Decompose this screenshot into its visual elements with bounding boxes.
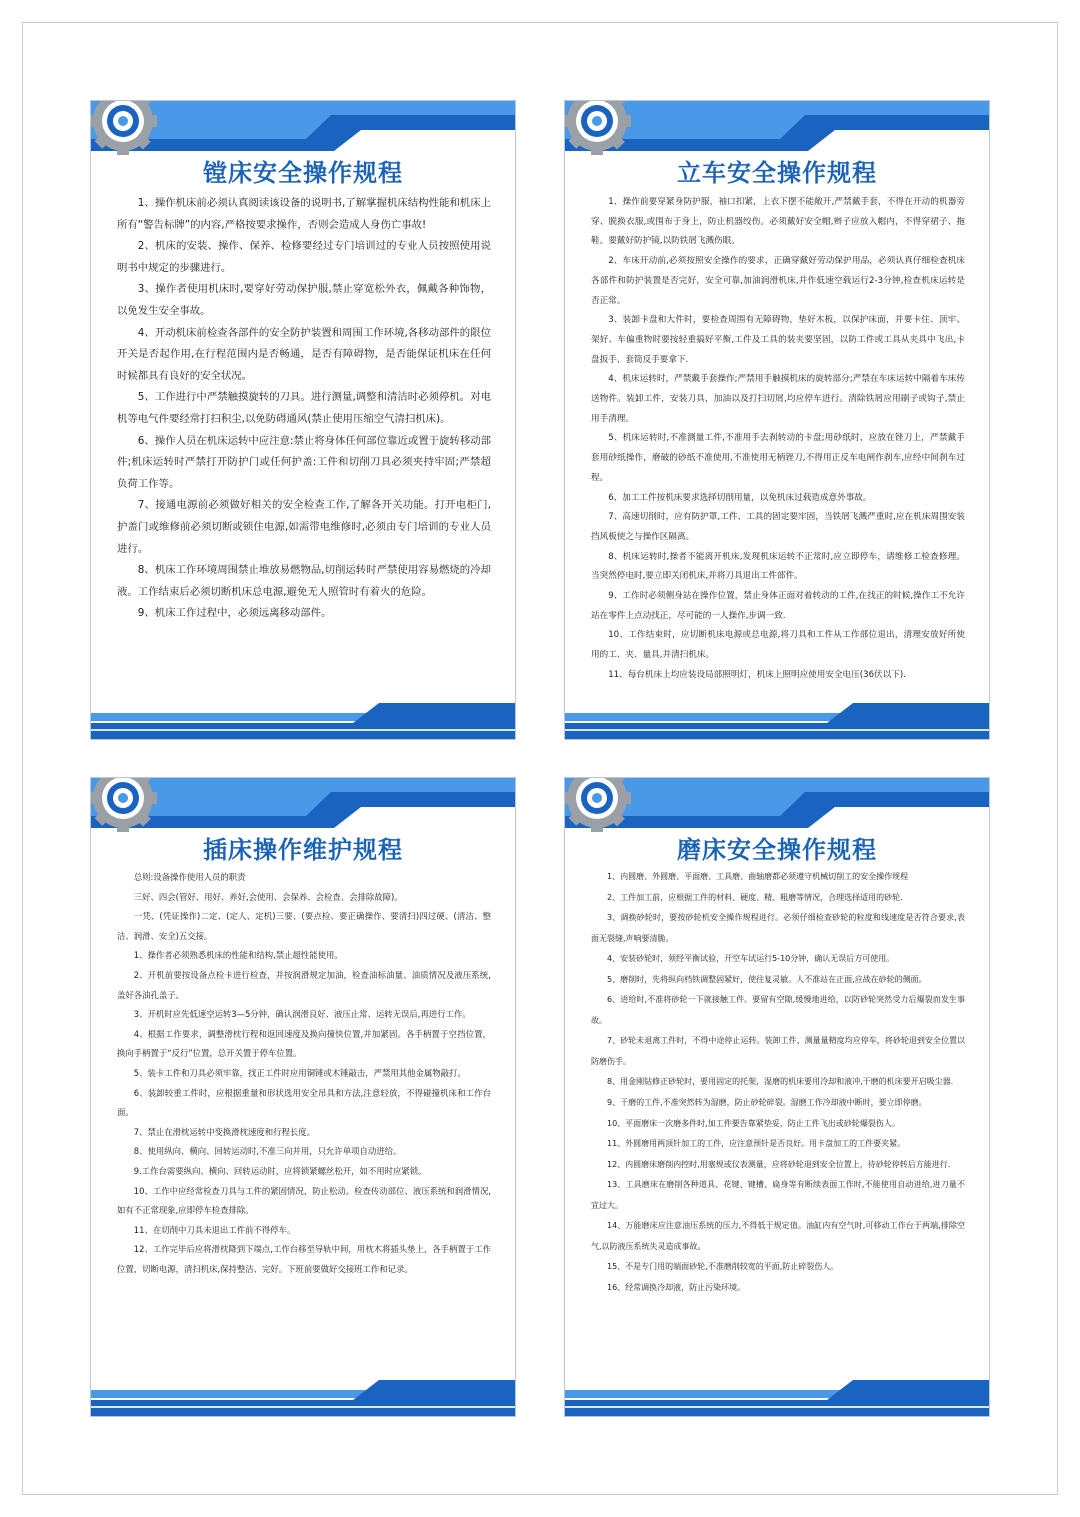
rule-paragraph: 2、机床的安装、操作、保养、检修要经过专门培训过的专业人员按照使用说明书中规定的步骤进行。	[117, 240, 491, 274]
poster-vertical-lathe	[564, 100, 990, 740]
poster-title: 插床操作维护规程	[203, 836, 403, 864]
rule-paragraph: 4、安装砂轮时，须经平衡试验，开空车试运行5-10分钟，确认无误后方可使用。	[607, 954, 895, 964]
poster-header-banner	[565, 778, 990, 838]
footer-light-band	[91, 1390, 367, 1398]
rule-paragraph: 5、磨削时，先将纵向档铁调整固紧好，使往复灵敏。人不准站在正面,应战在砂轮的侧面。	[607, 974, 927, 984]
rule-paragraph: 一凭、(凭证操作)二定、(定人、定机)三要、(要点检、要正确操作、要清扫)四过硬、(清洁、整洁、润滑、安全)五交接。	[117, 911, 491, 941]
rule-paragraph: 10、工作中应经常检查刀具与工件的紧固情况，防止松动。检查传动部位、液压系统和润滑情况,如有不正常现象,应即停车检查排除。	[117, 1185, 491, 1216]
rule-paragraph: 3、装卸卡盘和大件时，要检查周围有无障碍物，垫好木板，以保护床面，并要卡住、顶牢、架好、车偏重物时要按轻重搞好平衡,工件及工具的装夹要坚固，以防工件或工具从夹具中飞出,卡盘扳手、套筒反手要拿下.	[591, 315, 965, 365]
poster-footer-banner	[565, 1380, 990, 1416]
poster-body	[591, 193, 965, 686]
rule-paragraph: 5、机床运转时,不准测量工件,不准用手去刹转动的卡盘;用砂纸时，应放在锉刀上，严禁戴手套用砂纸操作，磨破的砂纸不准使用,不准使用无柄锉刀,不得用正反车电闸作刹车,应经中间刹车过程。	[591, 433, 965, 483]
rule-paragraph: 9、机床工作过程中，必须远离移动部件。	[137, 607, 332, 620]
rule-paragraph: 4、根据工作要求，调整滑枕行程和返回速度及换向撞快位置,并加紧固。各手柄置于空挡位置，换向手柄置于“反行”位置，总开关置于停车位置。	[117, 1028, 491, 1059]
rule-paragraph: 6、加工工件按机床要求选择切削用量，以免机床过载造成意外事故。	[608, 492, 872, 503]
poster-header-banner	[91, 778, 516, 838]
rule-paragraph: 15、不是专门用的端面砂轮,不准磨削较宽的平面,防止碎裂伤人。	[607, 1262, 839, 1272]
poster-title: 立车安全操作规程	[677, 159, 877, 187]
rule-paragraph: 三好、四会(管好、用好、养好,会使用、会保养、会检查、会排除故障)。	[133, 891, 403, 902]
rule-paragraph: 1、操作机床前必须认真阅读该设备的说明书,了解掌握机床结构性能和机床上所有“警告标牌”的内容,严格按要求操作，否则会造成人身伤亡事故!	[117, 197, 491, 231]
rule-paragraph: 1、内圆磨、外圆磨、平面磨、工具磨、曲轴磨都必须遵守机械切削工的安全操作规程	[607, 872, 909, 881]
rule-paragraph: 总则:设备操作使用人员的职责	[133, 872, 246, 882]
rule-paragraph: 7、高速切削时，应有防护罩,工件、工具的固定要牢固，当铁屑飞溅严重时,应在机床周围安装挡风板使之与操作区隔离。	[591, 512, 965, 542]
footer-light-band	[565, 1390, 841, 1398]
rule-paragraph: 4、机床运转时，严禁戴手套操作;严禁用手触摸机床的旋转部分;严禁在车床运转中隔着车床传送物件。装卸工件，安装刀具，加油以及打扫切屑,均应停车进行。清除铁屑应用刷子或钩子,禁止用手清理。	[591, 374, 965, 424]
rule-paragraph: 13、工具磨床在磨削各种道具、花键、键槽、扁身等有断续表面工作时,不能使用自动进给,进刀量不宜过大。	[591, 1180, 965, 1210]
rule-paragraph: 11、外圆磨用两顶针加工的工件，应注意预针是否良好。用卡盘加工的工件要夹紧。	[607, 1139, 906, 1149]
rule-paragraph: 8、用金刚钻修正砂轮时，要用固定的托架，湿磨的机床要用冷却和液冲,干磨的机床要开启吸尘器.	[607, 1077, 954, 1087]
poster-title: 磨床安全操作规程	[677, 836, 877, 864]
rule-paragraph: 1、操作前要穿紧身防护服，袖口扣紧，上衣下摆不能敞开,严禁戴手套，不得在开动的机器旁穿、脱换衣服,或围布于身上，防止机器绞伤。必须戴好安全帽,辫子应放入帽内，不得穿裙子、拖鞋。要戴好防护镜,以防铁屑飞溅伤眼。	[591, 197, 965, 247]
rule-paragraph: 7、禁止在滑枕运转中变换滑枕速度和行程长度。	[133, 1126, 315, 1137]
rule-paragraph: 2、车床开动前,必须按照安全操作的要求，正确穿戴好劳动保护用品，必须认真仔细检查机床各部件和防护装置是否完好，安全可靠,加油润滑机床,并作低速空载运行2-3分钟,检查机床运转是否正常。	[591, 256, 965, 306]
rule-paragraph: 2、开机前要按设备点检卡进行检查，并按润滑规定加油，检查油标油量、油质情况及液压系统,盖好各油孔盖子。	[117, 969, 491, 1000]
rule-paragraph: 3、调换砂轮时，要按砂轮机安全操作规程进行。必须仔细检查砂轮的粒度和线速度是否符合要求,表面无裂缝,声响要清脆。	[591, 913, 965, 943]
poster-header-banner	[565, 101, 990, 161]
rule-paragraph: 12、内圆磨床磨削内控时,用塞规或仪表测量，应将砂轮退到安全位置上，待砂轮停转后方能进行.	[607, 1159, 951, 1169]
rule-paragraph: 9、工作时必须侧身站在操作位置，禁止身体正面对着转动的工件,在找正的时候,操作工不允许站在零件上点动找正，尽可能的一人操作,步调一致.	[591, 591, 965, 621]
rule-paragraph: 5、装卡工件和刀具必须牢靠，找正工件时应用铜锤或木锤敲击，严禁用其他金属物敲打。	[133, 1067, 466, 1078]
rule-paragraph: 9、干磨的工件,不准突然转为湿磨，防止砂轮碎裂。湿磨工作冷却液中断时，要立即停磨。	[607, 1098, 927, 1108]
footer-light-band	[91, 713, 367, 721]
rule-paragraph: 1、操作者必须熟悉机床的性能和结构,禁止超性能使用。	[133, 950, 343, 961]
rule-paragraph: 4、开动机床前检查各部件的安全防护装置和周围工作环境,各移动部件的限位开关是否起作用,在行程范围内是否畅通，是否有障碍物，是否能保证机床在任何时候都具有良好的安全状况。	[117, 326, 491, 382]
rule-paragraph: 9.工作台需要纵向、横向、回转运动时，应将锁紧螺丝松开，如不用时应紧锁。	[133, 1165, 427, 1176]
footer-light-band	[565, 713, 841, 721]
rule-paragraph: 6、操作人员在机床运转中应注意:禁止将身体任何部位靠近或置于旋转移动部件;机床运转时严禁打开防护门或任何护盖:工件和切削刀具必须夹持牢固;严禁超负荷工作等。	[117, 434, 491, 490]
poster-body	[591, 867, 965, 1298]
rule-paragraph: 12、工作完毕后应将滑枕降到下端点,工作台移至导轨中间，用枕木将插头垫上，各手柄置于工作位置，切断电源，清扫机床,保持整洁、完好。下班前要做好交接班工作和记录。	[117, 1244, 491, 1274]
rule-paragraph: 7、接通电源前必须做好相关的安全检查工作,了解各开关功能。打开电柜门,护盖门或维修前必须切断或锁住电源,如需带电维修时,必须由专门培训的专业人员进行。	[117, 499, 491, 555]
rule-paragraph: 14、万能磨床应注意油压系统的压力,不得低于规定值。油缸内有空气时,可移动工作台于两端,排除空气,以防液压系统失灵造成事故。	[591, 1221, 965, 1251]
rule-paragraph: 3、开机时应先低速空运转3—5分钟，确认润滑良好、液压止常、运转无误后,再进行工作。	[133, 1009, 471, 1020]
poster-body	[117, 193, 491, 625]
poster-boring-machine	[90, 100, 516, 740]
poster-slotting-machine	[90, 777, 516, 1417]
poster-footer-banner	[91, 703, 516, 739]
rule-paragraph: 11、每台机床上均应装设局部照明灯，机床上照明应使用安全电压(36伏以下).	[608, 669, 906, 680]
rule-paragraph: 10、工作结束时，应切断机床电源或总电源,将刀具和工件从工作部位退出，清理安放好所使用的工、夹、量具,并清扫机床。	[591, 630, 965, 661]
poster-body	[117, 868, 491, 1279]
rule-paragraph: 16、经常调换冷却液，防止污染环境。	[607, 1282, 746, 1292]
rule-paragraph: 6、装卸较重工件时，应根据重量和形状选用安全吊具和方法,注意轻放，不得碰撞机床和工作台面。	[117, 1087, 491, 1118]
rule-paragraph: 5、工作进行中严禁触摸旋转的刀具。进行测量,调整和清洁时必须停机。对电机等电气件要经常打扫积尘,以免防碍通风(禁止使用压缩空气清扫机床)。	[117, 391, 491, 425]
rule-paragraph: 7、砂轮未退离工件时，不得中途停止运转。装卸工件、测量量精度均应停车，将砂轮退到安全位置以防磨伤手。	[591, 1036, 965, 1066]
rule-paragraph: 2、工件加工前，应根据工件的材料、硬度、精、粗磨等情况，合理选择适用的砂轮.	[607, 892, 903, 902]
rule-paragraph: 8、机床运转时,操者不能离开机床,发现机床运转不正常时,应立即停车，请维修工检查修理。当突然停电时,要立即关闭机床,并将刀具退出工件部件。	[591, 551, 965, 582]
poster-footer-banner	[91, 1380, 516, 1416]
rule-paragraph: 6、进给时,不准将砂轮一下就接触工件。要留有空隙,缓慢地进给，以防砂轮突然受力后爆裂而发生事故。	[591, 995, 965, 1025]
rule-paragraph: 10、平面磨床一次磨多件时,加工件要告靠紧垫妥，防止工件飞出或砂轮爆裂伤人。	[607, 1118, 900, 1128]
rule-paragraph: 8、使用纵向、横向、回转运动时,不准三向并用，只允许单项自动进给。	[133, 1146, 402, 1157]
rule-paragraph: 8、机床工作环境周围禁止堆放易燃物品,切削运转时严禁使用容易燃烧的冷却液。工作结束后必须切断机床总电源,避免无人照管时有着火的危险。	[117, 564, 491, 598]
poster-grinding-machine	[564, 777, 990, 1417]
rule-paragraph: 11、在切削中刀具未退出工件前不得停车。	[133, 1224, 296, 1235]
rule-paragraph: 3、操作者使用机床时,要穿好劳动保护服,禁止穿宽松外衣，佩戴各种饰物，以免发生安全事故。	[117, 283, 491, 317]
poster-title: 镗床安全操作规程	[203, 159, 403, 187]
poster-footer-banner	[565, 703, 990, 739]
poster-header-banner	[91, 101, 516, 161]
